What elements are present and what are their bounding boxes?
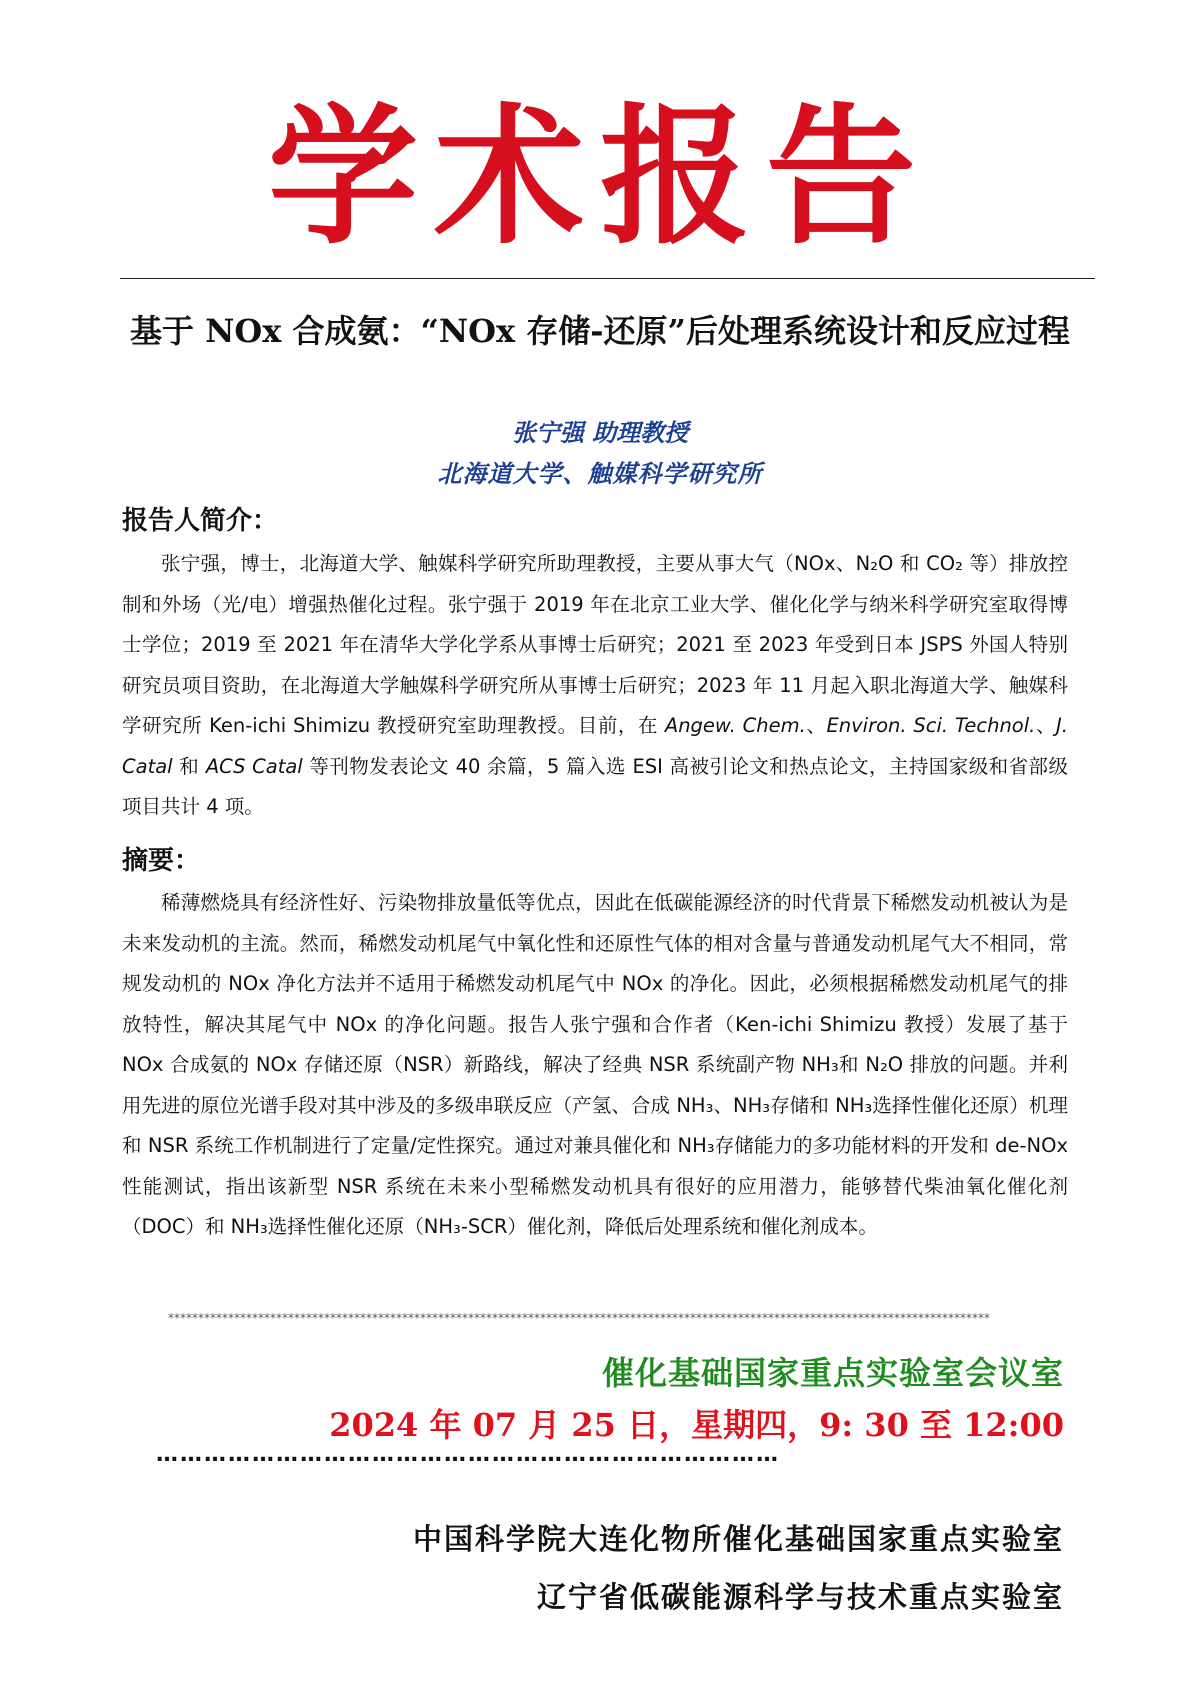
- top-divider: [120, 278, 1095, 279]
- report-title: 基于 NOx 合成氨：“NOx 存储-还原”后处理系统设计和反应过程: [130, 312, 1070, 350]
- bio-text-1: 张宁强，博士，北海道大学、触媒科学研究所助理教授，主要从事大气（NOx、N₂O 和 CO₂ 等）排放控制和外场（光/电）增强热催化过程。张宁强于 2019 年在北京工业大学、催化化学与纳米科学研究室取得博士学位；2019 至 2021 年在清华大学化学系从事博士后研究；2021 至 2023 年受到日本 JSPS 外国人特别研究员项目资助，在北海道大学触媒科学研究所从事博士后研究；2023 年 11 月起入职北海道大学、触媒科学研究所 Ken-ichi Shimizu 教授研究室助理教授。目前，在: [122, 552, 1068, 737]
- star-separator: *****************************************************************************************************************************************: [168, 1311, 990, 1325]
- bio-sep-2: 、: [1035, 714, 1057, 737]
- banner-title: 学术报告: [267, 89, 932, 265]
- bio-sep-3: 和: [172, 754, 206, 778]
- organizer-1: 中国科学院大连化物所催化基础国家重点实验室: [412, 1522, 1064, 1556]
- bio-paragraph: [122, 544, 1068, 828]
- dot-separator: ……………………………………………………………………: [156, 1442, 780, 1467]
- speaker-affiliation: 北海道大学、触媒科学研究所: [437, 459, 763, 488]
- organizer-2: 辽宁省低碳能源科学与技术重点实验室: [536, 1580, 1064, 1614]
- venue: 催化基础国家重点实验室会议室: [601, 1354, 1064, 1392]
- abstract-paragraph: 稀薄燃烧具有经济性好、污染物排放量低等优点，因此在低碳能源经济的时代背景下稀燃发动机被认为是未来发动机的主流。然而，稀燃发动机尾气中氧化性和还原性气体的相对含量与普通发动机尾气大不相同，常规发动机的 NOx 净化方法并不适用于稀燃发动机尾气中 NOx 的净化。因此，必须根据稀燃发动机尾气的排放特性，解决其尾气中 NOx 的净化问题。报告人张宁强和合作者（Ken-ichi Shimizu 教授）发展了基于 NOx 合成氨的 NOx 存储还原（NSR）新路线，解决了经典 NSR 系统副产物 NH₃和 N₂O 排放的问题。并利用先进的原位光谱手段对其中涉及的多级串联反应（产氢、合成 NH₃、NH₃存储和 NH₃选择性催化还原）机理和 NSR 系统工作机制进行了定量/定性探究。通过对兼具催化和 NH₃存储能力的多功能材料的开发和 de-NOx 性能测试，指出该新型 NSR 系统在未来小型稀燃发动机具有很好的应用潜力，能够替代柴油氧化催化剂（DOC）和 NH₃选择性催化还原（NH₃-SCR）催化剂，降低后处理系统和催化剂成本。: [122, 891, 1068, 1238]
- journal-angew: Angew. Chem.: [664, 714, 806, 737]
- abstract-heading: 摘要：: [122, 846, 201, 876]
- date-time: 2024 年 07 月 25 日，星期四，9: 30 至 12:00: [329, 1406, 1064, 1444]
- bio-heading: 报告人简介：: [122, 506, 279, 536]
- journal-acscatal: ACS Catal: [205, 754, 303, 778]
- bio-text-2: 等刊物发表论文 40 余篇，5 篇入选 ESI 高被引论文和热点论文，主持国家级和省部级项目共计 4 项。: [122, 754, 1068, 818]
- journal-est: Environ. Sci. Technol.: [826, 714, 1036, 737]
- speaker-name: 张宁强 助理教授: [511, 418, 689, 447]
- bio-sep-1: 、: [805, 714, 827, 737]
- journal-jcatal: J. Catal: [122, 714, 1068, 778]
